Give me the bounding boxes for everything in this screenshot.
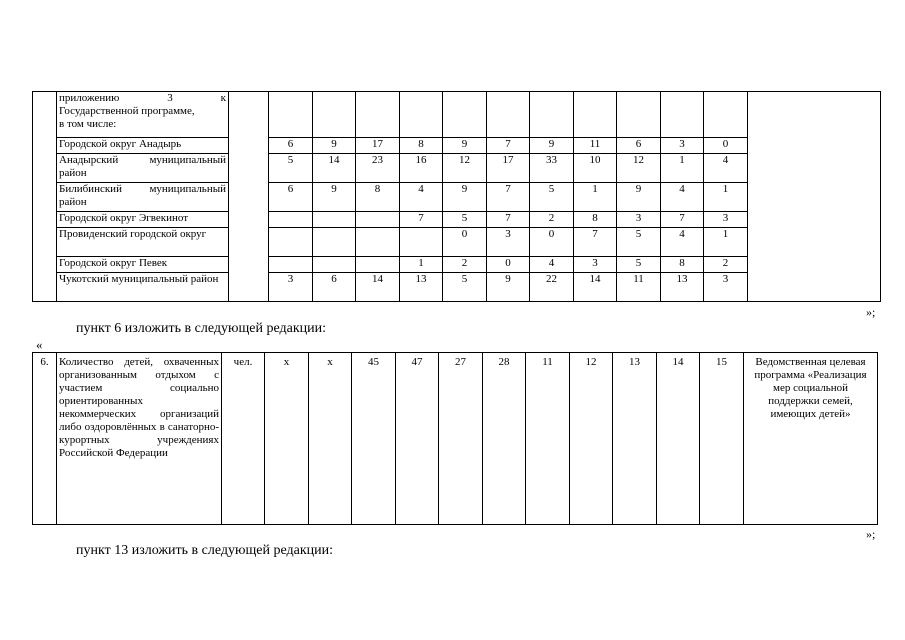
value-cell: 23 <box>356 154 400 183</box>
value-cell: 14 <box>657 353 700 525</box>
value-cell: 28 <box>483 353 526 525</box>
value-cell: 15 <box>700 353 744 525</box>
value-cell: 0 <box>443 228 487 257</box>
intro-line: приложению 3 к <box>59 92 226 104</box>
unit-cell <box>229 92 269 302</box>
value-cell: 17 <box>356 138 400 154</box>
table-row <box>33 353 878 525</box>
value-cell: 4 <box>530 257 574 273</box>
district-name: Городской округ Певек <box>57 257 229 273</box>
value-cell: 1 <box>704 183 748 212</box>
value-cell: 3 <box>661 138 704 154</box>
value-cell: 8 <box>400 138 443 154</box>
value-cell: 27 <box>439 353 483 525</box>
value-cell <box>400 228 443 257</box>
value-cell: 13 <box>661 273 704 302</box>
district-name: Городской округ Анадырь <box>57 138 229 154</box>
value-cell: 9 <box>443 183 487 212</box>
intro-line: в том числе: <box>59 118 117 130</box>
value-cell: x <box>309 353 352 525</box>
value-cell: 12 <box>617 154 661 183</box>
paragraph-point-13: пункт 13 изложить в следующей редакции: <box>76 543 333 558</box>
closing-quote-mark: »; <box>866 305 876 319</box>
value-cell: 8 <box>574 212 617 228</box>
value-cell: 1 <box>704 228 748 257</box>
value-cell: 5 <box>617 228 661 257</box>
value-cell: 5 <box>443 273 487 302</box>
value-cell: 6 <box>617 138 661 154</box>
value-cell: 14 <box>574 273 617 302</box>
number-cell <box>33 92 57 302</box>
value-cell: 1 <box>400 257 443 273</box>
value-cell: 7 <box>487 212 530 228</box>
district-name: Городской округ Эгвекинот <box>57 212 229 228</box>
value-cell: 5 <box>443 212 487 228</box>
value-cell: 33 <box>530 154 574 183</box>
value-cell: 0 <box>704 138 748 154</box>
value-cell: 9 <box>487 273 530 302</box>
value-cell: 9 <box>313 138 356 154</box>
value-cell <box>313 228 356 257</box>
value-cell: 1 <box>661 154 704 183</box>
value-cell: 8 <box>661 257 704 273</box>
value-cell: 3 <box>487 228 530 257</box>
value-cell: 7 <box>661 212 704 228</box>
intro-cell <box>57 92 229 138</box>
value-cell <box>269 212 313 228</box>
indicator-table-point-6 <box>32 352 878 525</box>
district-name: Чукотский муниципальный район <box>57 273 229 302</box>
value-cell: 3 <box>704 212 748 228</box>
value-cell: 47 <box>396 353 439 525</box>
value-cell: 5 <box>530 183 574 212</box>
value-cell: 6 <box>269 183 313 212</box>
value-cell: 11 <box>617 273 661 302</box>
value-cell: 5 <box>617 257 661 273</box>
value-cell <box>356 212 400 228</box>
program-name: Ведомственная целевая программа «Реализация мер социальной поддержки семей, имеющих детей» <box>744 353 878 525</box>
value-cell: 7 <box>487 138 530 154</box>
indicator-breakdown-table <box>32 91 881 302</box>
value-cell: 10 <box>574 154 617 183</box>
value-cell <box>269 228 313 257</box>
program-cell <box>748 92 881 302</box>
value-cell: 13 <box>400 273 443 302</box>
value-cell: 14 <box>313 154 356 183</box>
value-cell: 11 <box>526 353 570 525</box>
value-cell: 1 <box>574 183 617 212</box>
row-number: 6. <box>33 353 57 525</box>
value-cell: 4 <box>661 228 704 257</box>
value-cell: 5 <box>269 154 313 183</box>
value-cell: 4 <box>400 183 443 212</box>
value-cell: 9 <box>313 183 356 212</box>
value-cell: 4 <box>704 154 748 183</box>
value-cell <box>356 257 400 273</box>
value-cell: 3 <box>269 273 313 302</box>
value-cell: 6 <box>313 273 356 302</box>
value-cell: 13 <box>613 353 657 525</box>
paragraph-point-6: пункт 6 изложить в следующей редакции: <box>76 321 326 336</box>
value-cell: 2 <box>530 212 574 228</box>
value-cell: 14 <box>356 273 400 302</box>
value-cell: 9 <box>443 138 487 154</box>
value-cell: 7 <box>574 228 617 257</box>
value-cell: 0 <box>530 228 574 257</box>
indicator-name: Количество детей, охваченных организованным отдыхом с участием социально ориентированных некоммерческих организаций либо оздоровлённых в санаторно-курортных учреждениях Российской Федерации <box>57 353 222 525</box>
value-cell: x <box>265 353 309 525</box>
value-cell: 9 <box>530 138 574 154</box>
value-cell: 2 <box>704 257 748 273</box>
value-cell: 45 <box>352 353 396 525</box>
value-cell: 16 <box>400 154 443 183</box>
value-cell <box>269 257 313 273</box>
value-cell: 0 <box>487 257 530 273</box>
value-cell: 8 <box>356 183 400 212</box>
value-cell: 2 <box>443 257 487 273</box>
value-cell: 7 <box>487 183 530 212</box>
district-name: Анадырский муниципальный район <box>57 154 229 183</box>
value-cell: 12 <box>443 154 487 183</box>
value-cell: 11 <box>574 138 617 154</box>
value-cell <box>356 228 400 257</box>
value-cell: 12 <box>570 353 613 525</box>
value-cell <box>313 212 356 228</box>
closing-quote-mark: »; <box>866 527 876 541</box>
value-cell: 9 <box>617 183 661 212</box>
value-cell: 7 <box>400 212 443 228</box>
intro-line: Государственной программе, <box>59 105 195 117</box>
value-cell <box>313 257 356 273</box>
value-cell: 17 <box>487 154 530 183</box>
table-row-intro <box>33 92 881 138</box>
value-cell: 3 <box>704 273 748 302</box>
value-cell: 4 <box>661 183 704 212</box>
value-cell: 22 <box>530 273 574 302</box>
opening-quote-mark: « <box>36 337 43 352</box>
value-cell: 6 <box>269 138 313 154</box>
unit-cell: чел. <box>222 353 265 525</box>
value-cell: 3 <box>574 257 617 273</box>
value-cell: 3 <box>617 212 661 228</box>
district-name: Билибинский муниципальный район <box>57 183 229 212</box>
district-name: Провиденский городской округ <box>57 228 229 257</box>
